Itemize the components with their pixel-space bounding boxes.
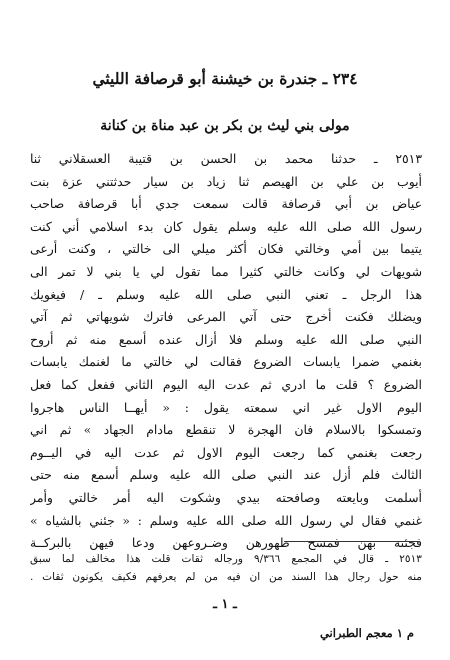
footnote-divider bbox=[285, 541, 420, 542]
hadith-text bbox=[30, 148, 422, 555]
text-line: رجعت بغنمي كما رجعت اليوم الاول ثم عدت اليه في اليــوم bbox=[30, 444, 422, 460]
text-line: اليوم الاول غير اني سمعته يقول : « أيهــا الناس هاجروا bbox=[30, 399, 422, 415]
text-line: الضروع ؟ قلت ما ادري ثم عدت اليه اليوم الثاني ففعل كما فعل bbox=[30, 376, 422, 392]
footnote bbox=[30, 550, 422, 586]
chapter-title: ٢٣٤ ـ جندرة بن خيشنة أبو قرصافة الليثي bbox=[92, 69, 358, 88]
text-line: هذا الرجل ـ تعني النبي صلى الله عليه وسلم ـ / فيغويك bbox=[30, 286, 422, 302]
page-number: ـ ١ ـ bbox=[213, 597, 237, 612]
text-line: شويهات لي وكانت خالتي كثيرا مما تقول لي يا بني لا تمر الى bbox=[30, 263, 422, 279]
text-line: عياض بن أبي قرصافة قالت سمعت جدي أبا قرصافة صاحب bbox=[30, 196, 422, 212]
text-line: ٢٥١٣ ـ حدثنا محمد بن الحسن بن قتيبة العسقلاني ثنا bbox=[30, 151, 422, 166]
text-line: أسلمت وبايعته وصافحته بيدي وشكوت اليه أمر خالتي وأمر bbox=[30, 489, 422, 505]
text-line: أيوب بن علي بن الهيصم ثنا زياد بن سيار حدثتني عزة بنت bbox=[30, 173, 422, 189]
text-line: وتمسكوا بالاسلام فان الهجرة لا تنقطع مادام الجهاد » ثم اني bbox=[30, 422, 422, 438]
text-line: رسول الله صلى الله عليه وسلم يقول كان بدء اسلامي أني كنت bbox=[30, 218, 422, 234]
text-line: فجئته بهن فمسح ظهورهن وضـروعهن ودعا فيهن بالبركــة bbox=[30, 535, 422, 551]
text-line: الثالث فلم أزل عند النبي صلى الله عليه وسلم أسمع منه حتى bbox=[30, 467, 422, 483]
text-line: غنمي فقال لي رسول الله صلى الله عليه وسلم : « جئني بالشياه » bbox=[30, 512, 422, 528]
footnote-line: منه حول رجال هذا السند من ان فيه من لم يعرفهم فكيف يكونون ثقات . bbox=[30, 571, 422, 583]
chapter-subtitle: مولى بني ليث بن بكر بن عبد مناة بن كنانة bbox=[100, 118, 350, 134]
book-signature: م ١ معجم الطبراني bbox=[319, 626, 414, 640]
text-line: النبي صلى الله عليه وسلم فلا أزال عنده أسمع منه ثم أروح bbox=[30, 331, 422, 347]
text-line: ويضلك فكنت أخرج حتى آتي المرعى فاترك شويهاتي ثم آتي bbox=[30, 309, 422, 325]
text-line: بغنمي ضمرا يابسات الضروع فقالت لي خالتي ما لغنمك يابسات bbox=[30, 354, 422, 370]
footnote-line: ٢٥١٣ ـ قال في المجمع ٩/٣٦٦ ورجاله ثقات قلت هذا مخالف لما سبق bbox=[30, 553, 422, 565]
text-line: يتيما بين أمي وخالتي فكان أكثر ميلي الى خالتي ، وكنت أرعى bbox=[30, 241, 422, 257]
